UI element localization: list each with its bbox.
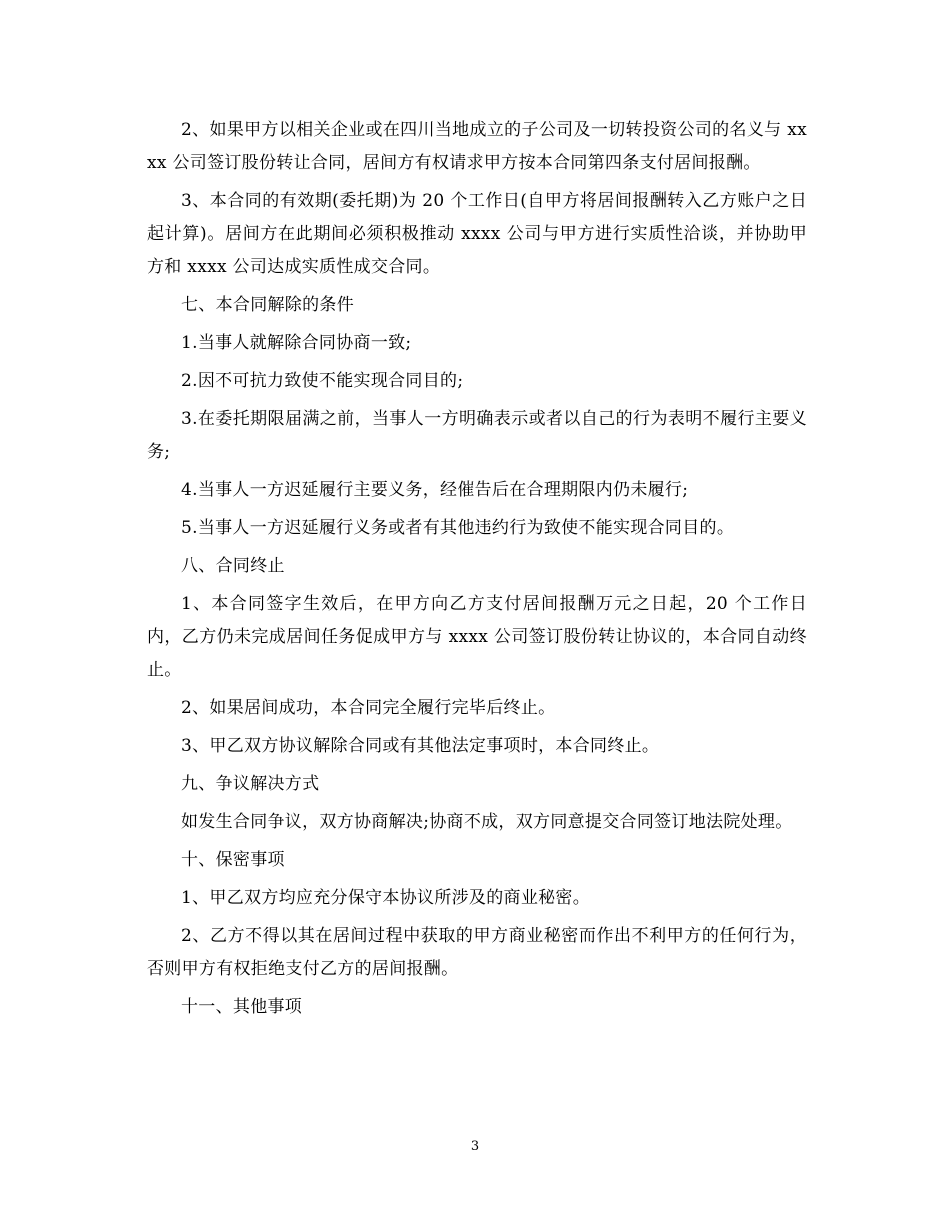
paragraph-clause-8-3: 3、甲乙双方协议解除合同或有其他法定事项时，本合同终止。 [181,736,660,756]
section-heading-9: 九、争议解决方式 [181,774,320,794]
section-heading-11: 十一、其他事项 [181,997,303,1017]
section-heading-8: 八、合同终止 [181,556,285,576]
paragraph-clause-10-2: 2、乙方不得以其在居间过程中获取的甲方商业秘密而作出不利甲方的任何行为，否则甲方有权拒绝支付乙方的居间报酬。 [147,926,807,979]
section-heading-7: 七、本合同解除的条件 [181,295,354,315]
paragraph-clause-6-3: 3、本合同的有效期(委托期)为 20 个工作日(自甲方将居间报酬转入乙方账户之日起计算)。居间方在此期间必须积极推动 xxxx 公司与甲方进行实质性洽谈，并协助甲方和 xxxx 公司达成实质性成交合同。 [147,191,807,277]
paragraph-clause-8-1: 1、本合同签字生效后，在甲方向乙方支付居间报酬万元之日起，20 个工作日内，乙方仍未完成居间任务促成甲方与 xxxx 公司签订股份转让协议的，本合同自动终止。 [147,594,807,680]
paragraph-clause-10-1: 1、甲乙双方均应充分保守本协议所涉及的商业秘密。 [181,888,591,908]
paragraph-clause-7-3: 3.在委托期限届满之前，当事人一方明确表示或者以自己的行为表明不履行主要义务; [147,409,807,462]
document-body [147,114,807,1029]
paragraph-clause-9: 如发生合同争议，双方协商解决;协商不成，双方同意提交合同签订地法院处理。 [181,812,793,832]
paragraph-clause-7-5: 5.当事人一方迟延履行义务或者有其他违约行为致使不能实现合同目的。 [181,518,735,538]
paragraph-clause-7-1: 1.当事人就解除合同协商一致; [181,333,412,353]
paragraph-clause-7-2: 2.因不可抗力致使不能实现合同目的; [181,371,464,391]
paragraph-clause-7-4: 4.当事人一方迟延履行主要义务，经催告后在合理期限内仍未履行; [181,480,689,500]
section-heading-10: 十、保密事项 [181,850,285,870]
page-number: 3 [470,1139,480,1154]
paragraph-clause-6-2: 2、如果甲方以相关企业或在四川当地成立的子公司及一切转投资公司的名义与 xxxx 公司签订股份转让合同，居间方有权请求甲方按本合同第四条支付居间报酬。 [147,120,807,173]
paragraph-clause-8-2: 2、如果居间成功，本合同完全履行完毕后终止。 [181,698,556,718]
